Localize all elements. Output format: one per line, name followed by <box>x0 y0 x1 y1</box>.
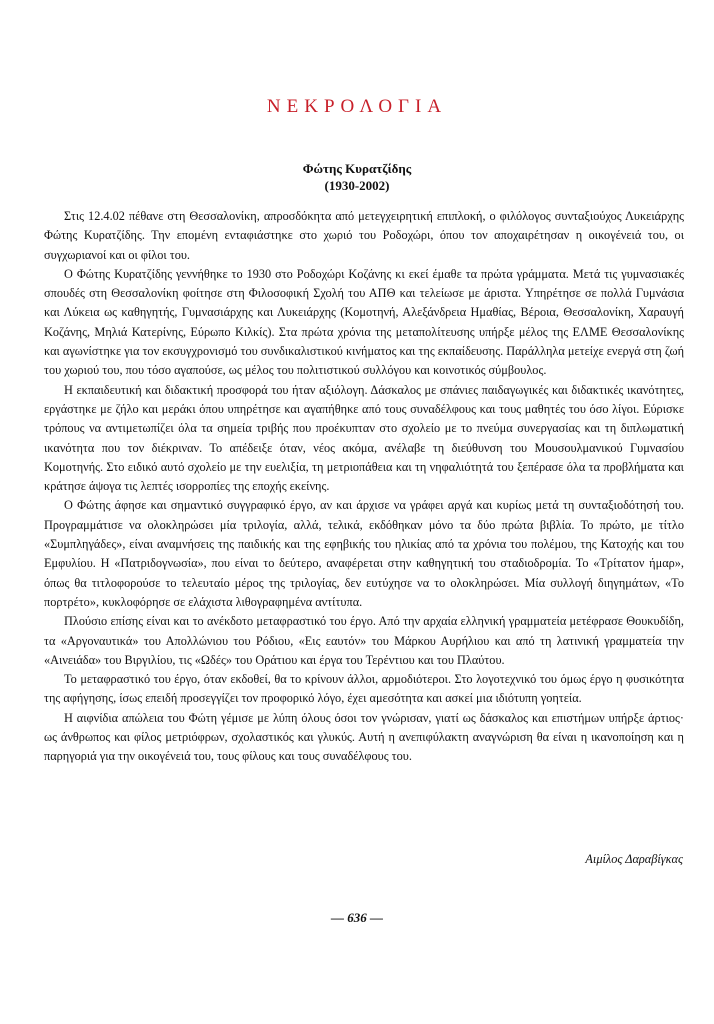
obituary-body <box>44 207 684 767</box>
paragraph-2: Ο Φώτης Κυρατζίδης γεννήθηκε το 1930 στο Ροδοχώρι Κοζάνης κι εκεί έμαθε τα πρώτα γράμματα. Μετά τις γυμνασιακές σπουδές στη Θεσσαλονίκη φοίτησε στη Φιλοσοφική Σχολή του ΑΠΘ και τελείωσε με άριστα. Υπηρέτησε σε πολλά Γυμνάσια και Λύκεια ως καθηγητής, Γυμνασιάρχης και Λυκειάρχης (Κομοτηνή, Αλεξάνδρεια Ημαθίας, Βέροια, Θεσσαλονίκη, Χαραυγή Κοζάνης, Μηλιά Κατερίνης, Εύρωπο Κιλκίς). Στα πρώτα χρόνια της μεταπολίτευσης υπήρξε μέλος της ΕΛΜΕ Θεσσαλονίκης και αγωνίστηκε για τον εκσυγχρονισμό του συνδικαλιστικού κινήματος και της εκπαίδευσης. Παράλληλα μετείχε ενεργά στη ζωή του χωριού του, που τόσο αγαπούσε, ως μέλος του πολιτιστικού συλλόγου και κοινοτικός σύμβουλος. <box>44 266 684 378</box>
paragraph-4: Ο Φώτης άφησε και σημαντικό συγγραφικό έργο, αν και άρχισε να γράφει αργά και κυρίως μετά τη συνταξιοδότησή του. Προγραμμάτισε να ολοκληρώσει μία τριλογία, αλλά, τελικά, εκδόθηκαν μόνο τα δύο πρώτα βιβλία. Το πρώτο, με τίτλο «Συμπληγάδες», είναι αναμνήσεις της παιδικής και της εφηβικής του ηλικίας από τα χρόνια του πολέμου, της Κατοχής και του Εμφυλίου. Η «Πατριδογνωσία», που είναι το δεύτερο, αναφέρεται στην καθηγητική του σταδιοδρομία. Το «Τρίτατον ήμαρ», όπως θα τιτλοφορούσε το τελευταίο μέρος της τριλογίας, δεν ευτύχησε να το ολοκληρώσει. Μία συλλογή διηγημάτων, «Το πορτρέτο», κυκλοφόρησε σε ελάχιστα λιθογραφημένα αντίτυπα. <box>44 498 684 609</box>
author-signature: Αιμίλος Δαραβίγκας <box>585 852 683 866</box>
paragraph-1: Στις 12.4.02 πέθανε στη Θεσσαλονίκη, απροσδόκητα από μετεγχειρητική επιπλοκή, ο φιλόλογος συνταξιούχος Λυκειάρχης Φώτης Κυρατζίδης. Την επομένη ενταφιάστηκε στο χωριό του Ροδοχώρι, όπου τον αποχαιρέτησαν η οικογένειά του, οι συγχωριανοί και οι φίλοι του. <box>44 209 684 262</box>
page-number: — 636 — <box>331 910 383 925</box>
paragraph-3: Η εκπαιδευτική και διδακτική προσφορά του ήταν αξιόλογη. Δάσκαλος με σπάνιες παιδαγωγικές και διδακτικές ικανότητες, εργάστηκε με ζήλο και μεράκι όπου υπηρέτησε και αγαπήθηκε από τους συναδέλφους και τους μαθητές του όσο λίγοι. Εύρισκε τρόπους να αντιμετωπίζει όλα τα σημεία τριβής που προέκυπταν στο σχολείο με το πνεύμα συνεργασίας και τη διπλωματική ικανότητα που τον διέκριναν. Το απέδειξε όταν, νέος ακόμα, ανέλαβε τη διεύθυνση του Μουσουλμανικού Γυμνασίου Κομοτηνής. Στο ειδικό αυτό σχολείο με την ευελιξία, τη μετριοπάθεια και τη νηφαλιότητά του ξεπέρασε όλα τα προβλήματα και κράτησε άψογα τις λεπτές ισορροπίες της εποχής εκείνης. <box>44 382 684 494</box>
person-years: (1930-2002) <box>324 178 390 193</box>
person-header <box>0 160 714 194</box>
paragraph-7: Η αιφνίδια απώλεια του Φώτη γέμισε με λύπη όλους όσοι τον γνώρισαν, γιατί ως δάσκαλος και επιστήμων υπήρξε άρτιος· ως άνθρωπος και φίλος μετριόφρων, σχολαστικός και γλυκύς. Αυτή η ανεπιφύλακτη αναγνώριση θα είναι η ικανοποίηση και η παρηγοριά για την οικογένειά του, τους φίλους και τους συναδέλφους του. <box>44 710 684 764</box>
person-name: Φώτης Κυρατζίδης <box>302 161 412 176</box>
section-heading: ΝΕΚΡΟΛΟΓΙΑ <box>266 96 448 117</box>
paragraph-5: Πλούσιο επίσης είναι και το ανέκδοτο μεταφραστικό του έργο. Από την αρχαία ελληνική γραμματεία μετέφρασε Θουκυδίδη, τα «Αργοναυτικά» του Απολλώνιου του Ρόδιου, «Εις εαυτόν» του Μάρκου Αυρήλιου και από τη λατινική γραμματεία την «Αινειάδα» του Βιργιλίου, τις «Ωδές» του Οράτιου και έργα του Τερέντιου και του Πλαύτου. <box>44 614 684 667</box>
paragraph-6: Το μεταφραστικό του έργο, όταν εκδοθεί, θα το κρίνουν άλλοι, αρμοδιότεροι. Στο λογοτεχνικό του όμως έργο η φυσικότητα της αφήγησης, ίσως επειδή προσεγγίζει τον προφορικό λόγο, έχει αμεσότητα και ασκεί μια ιδιότυπη γοητεία. <box>44 672 684 706</box>
